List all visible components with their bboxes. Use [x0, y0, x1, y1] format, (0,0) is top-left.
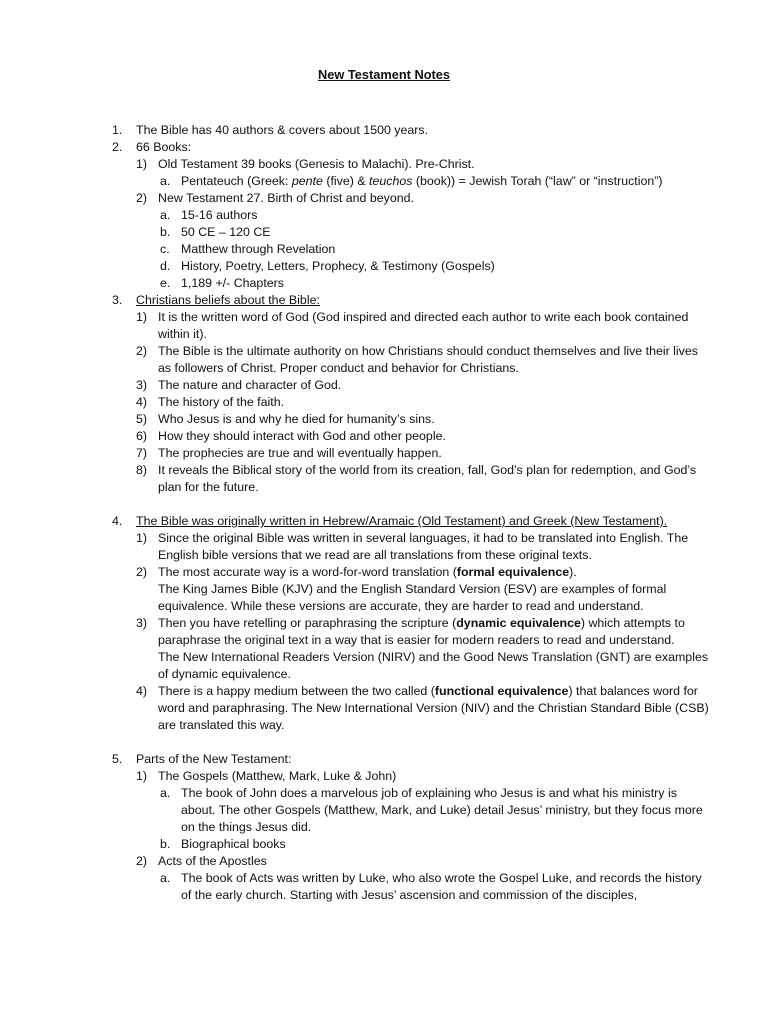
- list-item-text: [158, 395, 284, 409]
- text-segment: Biographical books: [181, 837, 286, 851]
- text-segment: ) that balances word for word and paraphrasing. The New International Version (NIV) and the Christian Standard Bible (CSB) are translated this way.: [158, 684, 709, 732]
- list-marker: a.: [160, 786, 171, 800]
- list-item: [112, 292, 712, 309]
- text-segment: functional equivalence: [434, 684, 569, 698]
- list-item: [112, 853, 712, 870]
- text-segment: 15-16 authors: [181, 208, 258, 222]
- text-segment: The book of John does a marvelous job of explaining who Jesus is and what his ministry is about. The other Gospels (Matthew, Mark, and Luke) detail Jesus’ ministry, but they focus more on the things Jesus did.: [181, 786, 703, 834]
- list-marker: 1.: [112, 123, 123, 137]
- list-item-text: [136, 514, 667, 528]
- list-marker: 5.: [112, 752, 123, 766]
- list-item-text: [158, 378, 341, 392]
- text-segment: The King James Bible (KJV) and the English Standard Version (ESV) are examples of formal equivalence. While these versions are accurate, they are harder to read and understand.: [158, 582, 667, 613]
- list-marker: 2): [136, 565, 148, 579]
- list-marker: 3): [136, 616, 148, 630]
- list-marker: e.: [160, 276, 171, 290]
- text-segment: Matthew through Revelation: [181, 242, 336, 256]
- list-item: [112, 377, 712, 394]
- list-item-text: [181, 225, 271, 239]
- list-marker: 4.: [112, 514, 123, 528]
- text-segment: 1,189 +/- Chapters: [181, 276, 284, 290]
- list-item-text: [158, 854, 267, 868]
- list-marker: 2): [136, 854, 148, 868]
- list-item-text: [158, 463, 696, 494]
- list-item: [112, 224, 712, 241]
- list-item-text: [181, 786, 703, 834]
- text-segment: The Bible has 40 authors & covers about 1500 years.: [136, 123, 429, 137]
- list-item: [112, 309, 712, 343]
- text-segment: 66 Books:: [136, 140, 192, 154]
- text-segment: Old Testament 39 books (Genesis to Malachi). Pre-Christ.: [158, 157, 475, 171]
- list-item-text: [158, 531, 688, 562]
- list-item: [112, 870, 712, 904]
- text-segment: New Testament 27. Birth of Christ and beyond.: [158, 191, 414, 205]
- text-segment: The most accurate way is a word-for-word translation (: [158, 565, 457, 579]
- document-title: New Testament Notes: [317, 67, 451, 82]
- list-item: [112, 836, 712, 853]
- list-item: [112, 122, 712, 139]
- list-marker: 1): [136, 769, 148, 783]
- list-item-text: [136, 752, 291, 766]
- list-marker: 7): [136, 446, 148, 460]
- list-item-text: [181, 871, 702, 902]
- list-item: [112, 683, 712, 734]
- text-segment: The Bible was originally written in Hebrew/Aramaic (Old Testament) and Greek (New Testament).: [136, 514, 668, 528]
- list-marker: 2.: [112, 140, 123, 154]
- text-segment: The Bible is the ultimate authority on how Christians should conduct themselves and live their lives as followers of Christ. Proper conduct and behavior for Christians.: [158, 344, 698, 375]
- list-item: [112, 275, 712, 292]
- text-segment: It reveals the Biblical story of the world from its creation, fall, God’s plan for redemption, and God’s plan for the future.: [158, 463, 697, 494]
- list-item-text: [181, 174, 663, 188]
- list-item-text: [158, 157, 475, 171]
- text-segment: It is the written word of God (God inspired and directed each author to write each book contained within it).: [158, 310, 689, 341]
- list-item: [112, 190, 712, 207]
- list-marker: 2): [136, 191, 148, 205]
- text-segment: Pentateuch (Greek:: [181, 174, 292, 188]
- list-marker: 5): [136, 412, 148, 426]
- list-item: [112, 768, 712, 785]
- list-item-text: [158, 191, 414, 205]
- list-item-text: [136, 140, 191, 154]
- list-item: [112, 258, 712, 275]
- list-item: [112, 751, 712, 768]
- list-item: [112, 445, 712, 462]
- list-item-text: [136, 293, 320, 307]
- blank-line: [112, 734, 712, 751]
- list-item: [112, 156, 712, 173]
- list-item: [112, 394, 712, 411]
- list-marker: a.: [160, 871, 171, 885]
- text-segment: (book)) = Jewish Torah (“law” or “instruction”): [412, 174, 663, 188]
- text-segment: The Gospels (Matthew, Mark, Luke & John): [158, 769, 397, 783]
- list-marker: 1): [136, 310, 148, 324]
- text-segment: The nature and character of God.: [158, 378, 342, 392]
- list-marker: a.: [160, 208, 171, 222]
- text-segment: pente: [291, 174, 323, 188]
- text-segment: History, Poetry, Letters, Prophecy, & Testimony (Gospels): [181, 259, 495, 273]
- text-segment: How they should interact with God and other people.: [158, 429, 446, 443]
- list-marker: c.: [160, 242, 170, 256]
- text-segment: There is a happy medium between the two called (: [158, 684, 435, 698]
- list-item: [112, 513, 712, 530]
- list-item-text: [158, 412, 435, 426]
- list-marker: b.: [160, 837, 171, 851]
- list-item-text: [158, 310, 688, 341]
- list-item-text: [136, 123, 428, 137]
- list-item: [112, 428, 712, 445]
- list-item: [112, 615, 712, 683]
- text-segment: 50 CE – 120 CE: [181, 225, 271, 239]
- text-segment: ) which attempts to paraphrase the original text in a way that is easier for modern readers to read and understand.: [158, 616, 685, 647]
- text-segment: ).: [569, 565, 577, 579]
- list-item-text: [158, 684, 709, 732]
- list-item-text: [181, 276, 284, 290]
- list-item: [112, 411, 712, 428]
- list-item-text: [181, 242, 335, 256]
- list-item: [112, 139, 712, 156]
- text-segment: The prophecies are true and will eventually happen.: [158, 446, 442, 460]
- list-marker: b.: [160, 225, 171, 239]
- text-segment: formal equivalence: [456, 565, 570, 579]
- list-marker: d.: [160, 259, 171, 273]
- list-item: [112, 785, 712, 836]
- text-segment: Who Jesus is and why he died for humanity’s sins.: [158, 412, 435, 426]
- list-marker: 3): [136, 378, 148, 392]
- list-item: [112, 173, 712, 190]
- text-segment: Since the original Bible was written in several languages, it had to be translated into English. The English bible versions that we read are all translations from these original texts.: [158, 531, 689, 562]
- list-item-text: [158, 769, 396, 783]
- list-marker: a.: [160, 174, 171, 188]
- list-marker: 8): [136, 463, 148, 477]
- text-segment: (five) &: [322, 174, 370, 188]
- list-item-text: [158, 616, 708, 681]
- text-segment: dynamic equivalence: [456, 616, 581, 630]
- text-segment: Acts of the Apostles: [158, 854, 267, 868]
- text-segment: Then you have retelling or paraphrasing the scripture (: [158, 616, 457, 630]
- list-item-text: [158, 344, 698, 375]
- list-item: [112, 241, 712, 258]
- blank-line: [112, 496, 712, 513]
- list-item-text: [158, 565, 666, 613]
- list-item: [112, 462, 712, 496]
- list-item-text: [181, 837, 286, 851]
- list-item-text: [158, 429, 446, 443]
- text-segment: teuchos: [369, 174, 413, 188]
- list-item: [112, 530, 712, 564]
- list-item: [112, 343, 712, 377]
- text-segment: The book of Acts was written by Luke, who also wrote the Gospel Luke, and records the history of the early church. Starting with Jesus’ ascension and commission of the disciples,: [181, 871, 702, 902]
- text-segment: Christians beliefs about the Bible:: [136, 293, 320, 307]
- list-marker: 2): [136, 344, 148, 358]
- list-marker: 3.: [112, 293, 123, 307]
- document-body: [112, 122, 712, 904]
- list-marker: 4): [136, 684, 148, 698]
- list-item: [112, 564, 712, 615]
- list-item-text: [181, 208, 257, 222]
- list-item-text: [181, 259, 495, 273]
- text-segment: Parts of the New Testament:: [136, 752, 292, 766]
- list-marker: 6): [136, 429, 148, 443]
- list-marker: 1): [136, 157, 148, 171]
- text-segment: The New International Readers Version (NIRV) and the Good News Translation (GNT) are examples of dynamic equivalence.: [158, 650, 709, 681]
- list-marker: 4): [136, 395, 148, 409]
- list-marker: 1): [136, 531, 148, 545]
- list-item-text: [158, 446, 442, 460]
- list-item: [112, 207, 712, 224]
- text-segment: The history of the faith.: [158, 395, 285, 409]
